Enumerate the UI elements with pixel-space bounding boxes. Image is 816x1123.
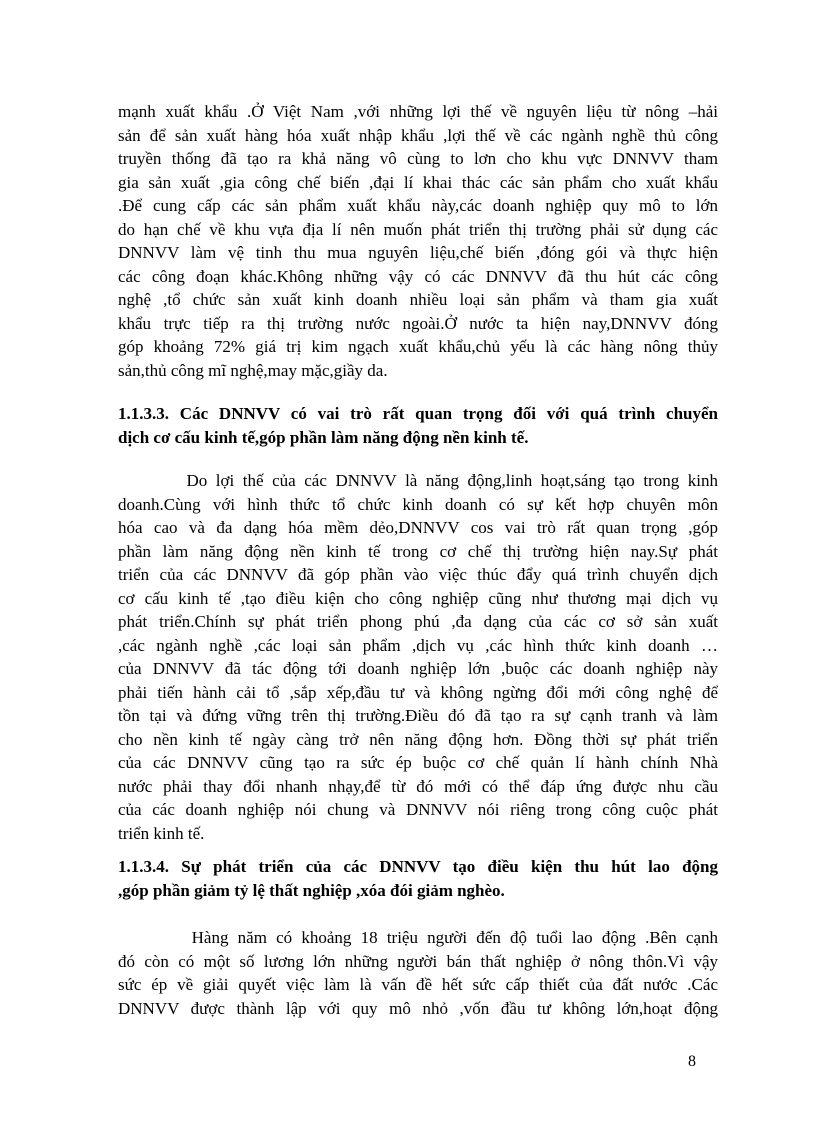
- text-line: nghệ ,tổ chức sản xuất kinh doanh nhiều loại sản phẩm và tham gia xuất: [118, 290, 718, 309]
- text-line: sản,thủ công mĩ nghệ,may mặc,giầy da.: [118, 360, 388, 380]
- text-line: Hàng năm có khoảng 18 triệu người đến độ tuổi lao động .Bên cạnh: [118, 928, 718, 947]
- heading-line: 1.1.3.4. Sự phát triển của các DNNVV tạo điều kiện thu hút lao động: [118, 857, 718, 876]
- text-line: do hạn chế về khu vựa địa lí nên muốn phát triển thị trường phải sử dụng các: [118, 219, 718, 239]
- heading-line: 1.1.3.3. Các DNNVV có vai trò rất quan trọng đối với quá trình chuyển: [118, 404, 718, 423]
- page-number: 8: [688, 1053, 696, 1070]
- paragraph-employment: [118, 926, 718, 1020]
- text-line: của các doanh nghiệp nói chung và DNNVV nói riêng trong công cuộc phát: [118, 800, 718, 819]
- text-line: sản để sản xuất hàng hóa xuất nhập khẩu ,lợi thế về các ngành nghề thủ công: [118, 125, 718, 145]
- text-line: phần làm năng động nền kinh tế trong cơ chế thị trường hiện nay.Sự phát: [118, 541, 718, 561]
- text-line: tồn tại và đứng vững trên thị trường.Điều đó đã tạo ra sự cạnh tranh và làm: [118, 706, 718, 725]
- text-line: các công đoạn khác.Không những vậy có các DNNVV đã thu hút các công: [118, 266, 718, 286]
- text-line: của các DNNVV cũng tạo ra sức ép buộc cơ chế quản lí hành chính Nhà: [118, 753, 718, 772]
- text-line: của DNNVV đã tác động tới doanh nghiệp lớn ,buộc các doanh nghiệp này: [118, 659, 718, 678]
- text-line: triển của các DNNVV đã góp phần vào việc thúc đẩy quá trình chuyển dịch: [118, 565, 718, 584]
- text-line: DNNVV làm vệ tinh thu mua nguyên liệu,chế biến ,đóng gói và thực hiện: [118, 243, 718, 262]
- section-heading-1-1-3-3: [118, 402, 718, 449]
- text-line: DNNVV được thành lập với quy mô nhỏ ,vốn đầu tư không lớn,hoạt động: [118, 998, 718, 1018]
- text-line: góp khoảng 72% giá trị kim ngạch xuất khẩu,chủ yếu là các hàng nông thủy: [118, 337, 718, 356]
- text-line: khẩu trực tiếp ra thị trường nước ngoài.Ở nước ta hiện nay,DNNVV đóng: [118, 313, 718, 333]
- text-line: doanh.Cùng với hình thức tổ chức kinh doanh có sự kết hợp chuyên môn: [118, 494, 718, 514]
- text-line: cho nền kinh tế ngày càng trở nên năng động hơn. Đồng thời sự phát triển: [118, 729, 718, 749]
- heading-line: dịch cơ cấu kinh tế,góp phần làm năng động nền kinh tế.: [118, 427, 529, 447]
- text-line: đó còn có một số lương lớn những người bán thất nghiệp ở nông thôn.Vì vậy: [118, 951, 718, 971]
- text-line: nước phải thay đổi nhanh nhạy,để từ đó mới có thể đáp ứng được nhu cầu: [118, 776, 718, 796]
- text-line: hóa cao và đa dạng hóa mềm dẻo,DNNVV cos vai trò rất quan trọng ,góp: [118, 518, 718, 537]
- text-line: cơ cấu kinh tế ,tạo điều kiện cho công nghiệp cũng như thương mại dịch vụ: [118, 588, 718, 608]
- text-line: triển kinh tế.: [118, 823, 205, 843]
- text-line: sức ép về giải quyết việc làm là vấn đề hết sức cấp thiết của đất nước .Các: [118, 975, 718, 994]
- paragraph-export-role: [118, 100, 718, 382]
- paragraph-economic-restructuring: [118, 469, 718, 845]
- text-line: Do lợi thế của các DNNVV là năng động,linh hoạt,sáng tạo trong kinh: [118, 471, 718, 490]
- text-line: gia sản xuất ,gia công chế biến ,đại lí khai thác các sản phẩm cho xuất khẩu: [118, 172, 718, 192]
- text-line: ,các ngành nghề ,các loại sản phẩm ,dịch vụ ,các hình thức kinh doanh …: [118, 635, 718, 655]
- text-line: .Để cung cấp các sản phẩm xuất khẩu này,các doanh nghiệp quy mô to lớn: [118, 196, 718, 215]
- section-heading-1-1-3-4: [118, 855, 718, 902]
- text-line: phát triển.Chính sự phát triển phong phú ,đa dạng của các cơ sở sản xuất: [118, 612, 718, 631]
- text-line: truyền thống đã tạo ra khả năng vô cùng to lơn cho khu vực DNNVV tham: [118, 149, 718, 168]
- heading-line: ,góp phần giảm tỷ lệ thất nghiệp ,xóa đói giảm nghèo.: [118, 880, 505, 900]
- text-line: mạnh xuất khẩu .Ở Việt Nam ,với những lợi thế về nguyên liệu từ nông –hải: [118, 102, 718, 121]
- text-line: phải tiến hành cải tổ ,sắp xếp,đầu tư và không ngừng đổi mới công nghệ để: [118, 682, 718, 702]
